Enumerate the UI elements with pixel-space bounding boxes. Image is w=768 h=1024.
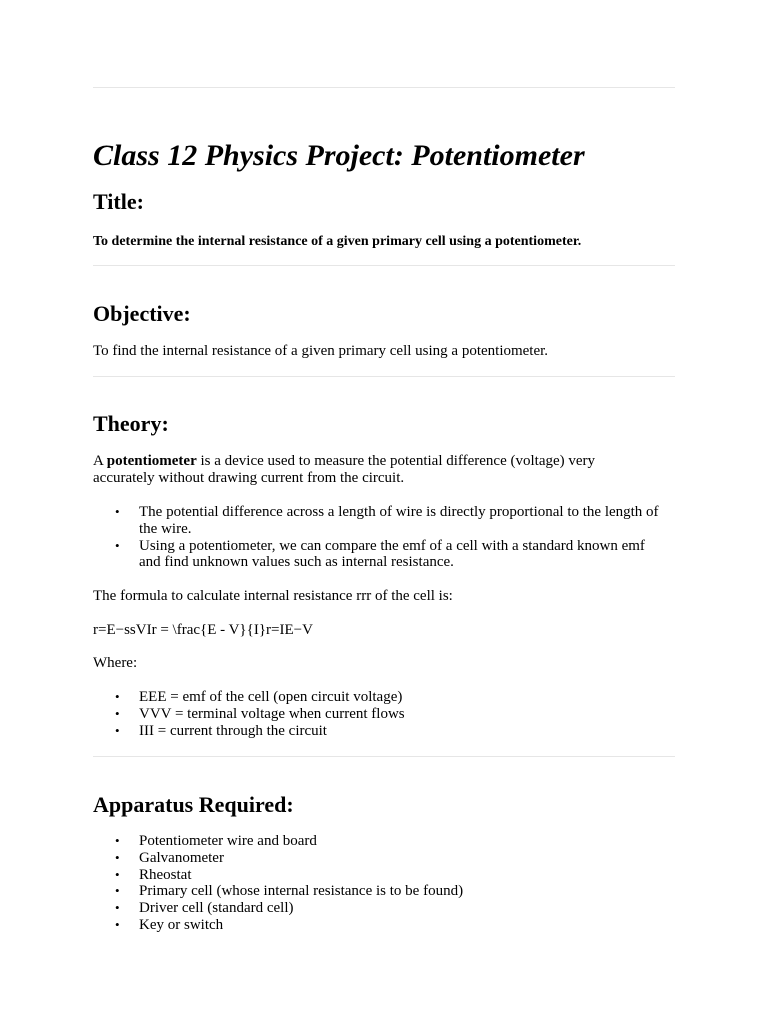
list-item: • Primary cell (whose internal resistance is to be found)	[93, 883, 663, 900]
theory-intro-term: potentiometer	[106, 453, 197, 469]
apparatus-heading: Apparatus Required:	[93, 792, 294, 817]
document-title: Class 12 Physics Project: Potentiometer	[93, 139, 585, 172]
objective-heading: Objective:	[93, 301, 191, 326]
formula-variables-list	[93, 689, 663, 739]
section-divider	[93, 756, 675, 757]
section-divider	[93, 265, 675, 266]
theory-intro-prefix: A	[93, 453, 107, 469]
where-label: Where:	[93, 655, 138, 671]
formula-text: r=E−ssVIr = \frac{E - V}{I}r=IE−V	[93, 622, 313, 638]
section-divider	[93, 376, 675, 377]
list-item: • Potentiometer wire and board	[93, 833, 663, 850]
title-section-text: To determine the internal resistance of a given primary cell using a potentiometer.	[93, 234, 582, 249]
list-item: • VVV = terminal voltage when current flows	[93, 706, 663, 723]
theory-points-list	[93, 504, 663, 571]
list-item: • Driver cell (standard cell)	[93, 900, 663, 917]
theory-intro	[93, 453, 633, 487]
list-item: • Using a potentiometer, we can compare the emf of a cell with a standard known emf and find unknown values such as internal resistance.	[93, 538, 663, 572]
objective-text: To find the internal resistance of a given primary cell using a potentiometer.	[93, 343, 549, 359]
theory-intro-suffix: is a device used to measure the potential difference (voltage) very accurately without drawing current from the circuit.	[93, 453, 596, 486]
list-item: • The potential difference across a length of wire is directly proportional to the length of the wire.	[93, 504, 663, 538]
title-section-heading: Title:	[93, 189, 144, 214]
list-item: • III = current through the circuit	[93, 723, 663, 740]
theory-heading: Theory:	[93, 411, 169, 436]
list-item: • EEE = emf of the cell (open circuit voltage)	[93, 689, 663, 706]
apparatus-list	[93, 833, 663, 934]
formula-intro: The formula to calculate internal resistance rrr of the cell is:	[93, 588, 453, 604]
list-item: • Galvanometer	[93, 850, 663, 867]
list-item: • Key or switch	[93, 917, 663, 934]
top-divider	[93, 87, 675, 88]
list-item: • Rheostat	[93, 867, 663, 884]
